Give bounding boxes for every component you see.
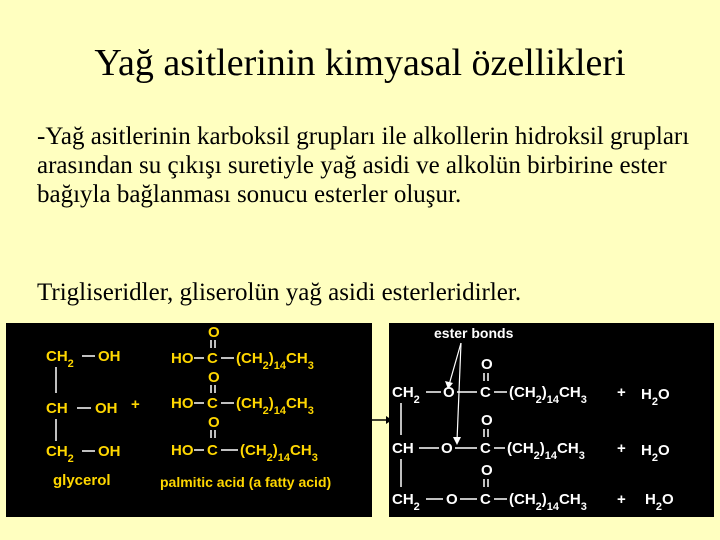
acid-carbonyl-o-2: O — [208, 369, 220, 386]
tg-carbon-2: CH — [392, 440, 414, 457]
tg-water-3: $H_2O$ — [645, 491, 674, 513]
acid-hydroxyl-2: HO — [171, 395, 194, 412]
tg-oxygen-2: O — [441, 440, 453, 457]
acid-hydroxyl-1: HO — [171, 350, 194, 367]
tg-chain-3: $(CH_2)_{14}CH_3$ — [509, 491, 587, 513]
acid-chain-1: $(CH_2)_{14}CH_3$ — [236, 350, 314, 372]
tg-plus-2: + — [617, 440, 626, 457]
tg-carbonyl-o-3: O — [481, 462, 493, 479]
tg-c-3: C — [480, 491, 491, 508]
tg-carbonyl-o-2: O — [481, 412, 493, 429]
tg-plus-1: + — [617, 384, 626, 401]
tg-carbon-1: $CH_2$ — [392, 384, 420, 406]
acid-carbon-1: C — [207, 350, 218, 367]
ester-bonds-label: ester bonds — [434, 325, 514, 341]
slide-title: Yağ asitlerinin kimyasal özellikleri — [94, 42, 626, 84]
tg-carbon-3: $CH_2$ — [392, 491, 420, 513]
tg-water-1: $H_2O$ — [641, 386, 670, 408]
acid-chain-3: $(CH_2)_{14}CH_3$ — [240, 442, 318, 464]
acid-chain-2: $(CH_2)_{14}CH_3$ — [236, 395, 314, 417]
acid-carbon-2: C — [207, 395, 218, 412]
acid-hydroxyl-3: HO — [171, 442, 194, 459]
paragraph-triglycerides: Trigliseridler, gliserolün yağ asidi esterleridirler. — [37, 279, 522, 306]
acid-carbonyl-o-3: O — [208, 414, 220, 431]
glycerol-label: glycerol — [53, 472, 111, 489]
plus-sign: + — [131, 396, 140, 413]
tg-oxygen-1: O — [443, 384, 455, 401]
tg-carbonyl-o-1: O — [481, 356, 493, 373]
tg-oxygen-3: O — [446, 491, 458, 508]
tg-chain-1: $(CH_2)_{14}CH_3$ — [509, 384, 587, 406]
ester-arrowhead-1 — [453, 437, 461, 445]
glycerol-carbon-2: CH — [46, 400, 68, 417]
tg-c-2: C — [480, 440, 491, 457]
reactants-diagram — [6, 323, 372, 517]
acid-carbon-3: C — [207, 442, 218, 459]
triglyceride-svg — [389, 323, 714, 517]
triglyceride-diagram — [389, 323, 714, 517]
tg-c-1: C — [480, 384, 491, 401]
glycerol-hydroxyl-2: OH — [95, 400, 118, 417]
glycerol-carbon-1: $CH_2$ — [46, 348, 74, 370]
glycerol-hydroxyl-1: OH — [98, 348, 121, 365]
acid-carbonyl-o-1: O — [208, 324, 220, 341]
glycerol-carbon-3: $CH_2$ — [46, 443, 74, 465]
tg-plus-3: + — [617, 491, 626, 508]
paragraph-esterification: -Yağ asitlerinin karboksil grupları ile alkollerin hidroksil grupları arasından su çıkışı suretiyle yağ asidi ve alkolün birbirine ester bağıyla bağlanması sonucu esterler oluşur. — [37, 123, 690, 208]
palmitic-acid-label: palmitic acid (a fatty acid) — [160, 474, 332, 490]
reactants-svg — [6, 323, 372, 517]
tg-chain-2: $(CH_2)_{14}CH_3$ — [507, 440, 585, 462]
glycerol-hydroxyl-3: OH — [98, 443, 121, 460]
tg-water-2: $H_2O$ — [641, 442, 670, 464]
